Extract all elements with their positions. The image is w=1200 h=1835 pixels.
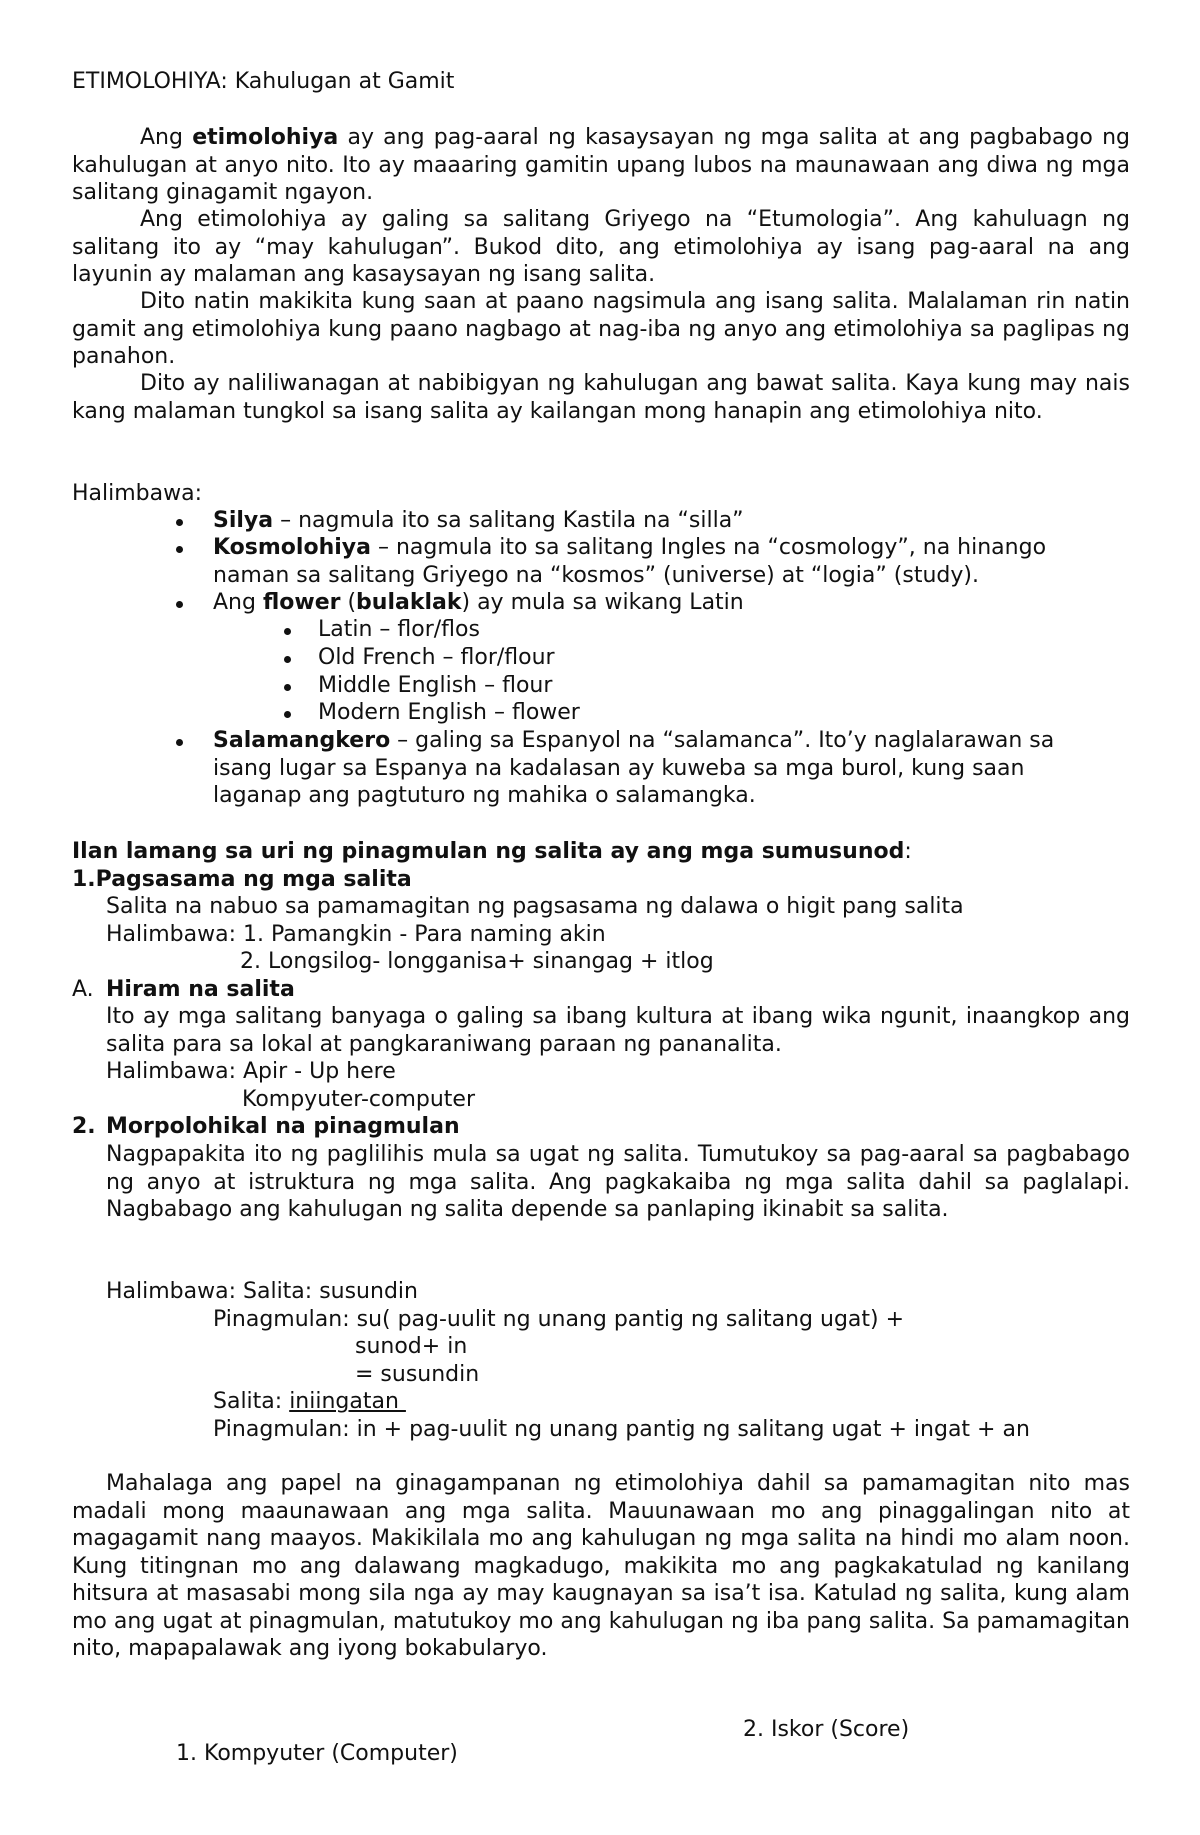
footer-item-2: 2. Iskor (Score) [743,1717,910,1742]
bullet-icon [176,546,183,553]
example-text: Ang [213,590,263,615]
section-2-example-origin-cont-2: = susundin [355,1362,480,1387]
example-text: ( [340,590,357,615]
sub-example-modern-english: Modern English – flower [318,700,580,725]
example-text: – nagmula ito sa salitang Kastila na “silla” [273,508,744,533]
example-text: – galing sa Espanyol na “salamanca”. Ito’y naglalarawan sa [390,728,1055,753]
section-1-example-2: 2. Longsilog- longganisa+ sinangag + itlog [240,949,714,974]
section-2-number: 2. [72,1114,96,1139]
section-1-example-1: Halimbawa: 1. Pamangkin - Para naming akin [106,922,606,947]
intro-paragraph-1 [72,124,1130,207]
section-2-example-origin: Pinagmulan: su( pag-uulit ng unang pantig ng salitang ugat) + [213,1307,905,1332]
word-iniingatan: iniingatan [289,1389,406,1414]
section-a-title: Hiram na salita [106,977,295,1002]
section-a-example-2: Kompyuter-computer [242,1087,475,1112]
section-1-title: 1.Pagsasama ng mga salita [72,867,412,892]
term-bulaklak: bulaklak [356,590,462,615]
term-kosmolohiya: Kosmolohiya [213,535,371,560]
section-a-description: Ito ay mga salitang banyaga o galing sa ibang kultura at ibang wika ngunit, inaangkop ang salita para sa lokal at pangkaraniwang paraan ng pananalita. [106,1004,1130,1057]
example-flower [213,589,744,617]
example-salamangkero-cont-2: laganap ang pagtuturo ng mahika o salamangka. [213,783,756,808]
examples-heading: Halimbawa: [72,481,203,506]
section-1-description: Salita na nabuo sa pamamagitan ng pagsasama ng dalawa o higit pang salita [106,894,964,919]
conclusion-paragraph: Mahalaga ang papel na ginagampanan ng etimolohiya dahil sa pamamagitan nito mas madali mong maaunawaan ang mga salita. Mauunawaan mo ang pinaggalingan nito at magagamit nang maayos. Makikilala mo ang kahulugan ng mga salita na hindi mo alam noon. Kung titingnan mo ang dalawang magkadugo, makikita mo ang pagkakatulad ng kanilang hitsura at masasabi mong sila nga ay may kaugnayan sa isa’t isa. Katulad ng salita, kung alam mo ang ugat at pinagmulan, matutukoy mo ang kahulugan ng iba pang salita. Sa pamamagitan nito, mapapalawak ang iyong bokabularyo. [72,1471,1130,1661]
section-a-example-1: Halimbawa: Apir - Up here [106,1059,396,1084]
page-title: ETIMOLOHIYA: Kahulugan at Gamit [72,69,455,94]
origins-heading-text: Ilan lamang sa uri ng pinagmulan ng salita ay ang mga sumusunod [72,839,905,864]
sub-example-old-french: Old French – flor/flour [318,645,555,670]
intro-paragraph-4: Dito ay naliliwanagan at nabibigyan ng kahulugan ang bawat salita. Kaya kung may nais kang malaman tungkol sa isang salita ay kailangan mong hanapin ang etimolohiya nito. [72,371,1130,424]
intro-paragraph-2: Ang etimolohiya ay galing sa salitang Griyego na “Etumologia”. Ang kahuluagn ng salitang ito ay “may kahulugan”. Bukod dito, ang etimolohiya ay isang pag-aaral na ang layunin ay malaman ang kasaysayan ng isang salita. [72,207,1130,287]
section-2-example-origin-cont-1: sunod+ in [355,1334,468,1359]
intro-text: Ang [140,125,193,150]
sub-example-latin: Latin – flor/flos [318,617,480,642]
example-text: ) ay mula sa wikang Latin [461,590,744,615]
word-label: Salita: [213,1389,290,1414]
bullet-icon [284,656,291,663]
bullet-icon [284,628,291,635]
term-salamangkero: Salamangkero [213,728,391,753]
example-salamangkero [213,727,1054,755]
example-kosmolohiya-cont: naman sa salitang Griyego na “kosmos” (universe) at “logia” (study). [213,563,979,588]
term-etimolohiya: etimolohiya [192,125,339,150]
bullet-icon [176,601,183,608]
example-kosmolohiya [213,534,1046,562]
example-salamangkero-cont-1: isang lugar sa Espanya na kadalasan ay kuweba sa mga burol, kung saan [213,756,1025,781]
term-flower: flower [262,590,341,615]
bullet-icon [284,711,291,718]
intro-text: ay ang pag-aaral ng kasaysayan ng mga salita at ang pagbabago ng kahulugan at anyo nito. Ito ay maaaring gamitin upang lubos na maunawaan ang diwa ng mga salitang ginagamit ngayon. [72,125,1130,205]
sub-example-middle-english: Middle English – flour [318,673,553,698]
section-a-number: A. [72,977,94,1002]
intro-paragraph-3: Dito natin makikita kung saan at paano nagsimula ang isang salita. Malalaman rin natin gamit ang etimolohiya kung paano nagbago at nag-iba ng anyo ang etimolohiya sa paglipas ng panahon. [72,289,1130,369]
origins-heading-colon: : [904,839,912,864]
example-text: – nagmula ito sa salitang Ingles na “cosmology”, na hinango [370,535,1047,560]
bullet-icon [176,519,183,526]
origins-heading [72,838,912,866]
bullet-icon [284,684,291,691]
section-2-example-2-origin: Pinagmulan: in + pag-uulit ng unang pantig ng salitang ugat + ingat + an [213,1417,1030,1442]
section-2-description: Nagpapakita ito ng paglilihis mula sa ugat ng salita. Tumutukoy sa pag-aaral sa pagbabago ng anyo at istruktura ng mga salita. Ang pagkakaiba ng mga salita dahil sa paglalapi. Nagbabago ang kahulugan ng salita depende sa panlaping ikinabit sa salita. [106,1142,1130,1222]
example-silya [213,507,744,535]
bullet-icon [176,739,183,746]
term-silya: Silya [213,508,274,533]
footer-item-1: 1. Kompyuter (Computer) [176,1741,458,1766]
section-2-title: Morpolohikal na pinagmulan [106,1114,460,1139]
section-2-example-heading: Halimbawa: Salita: susundin [106,1279,418,1304]
section-2-example-2-word [213,1388,406,1416]
